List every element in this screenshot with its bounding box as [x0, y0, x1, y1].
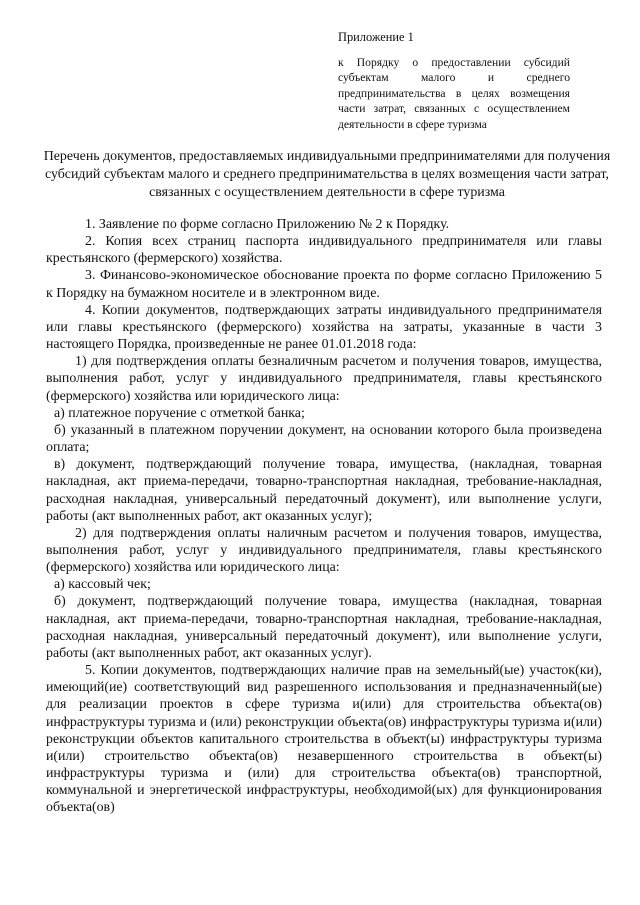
sub-item-4-2-a: а) кассовый чек; — [54, 577, 151, 593]
list-item-3: 3. Финансово-экономическое обоснование проекта по форме согласно Приложению 5 к Порядку на бумажном носителе и в электронном виде. — [46, 268, 602, 301]
document-body — [46, 216, 602, 816]
appendix-title: Приложение 1 — [338, 30, 414, 44]
appendix-note: к Порядку о предоставлении субсидий субъектам малого и среднего предпринимательства в целях возмещения части затрат, связанных с осуществлением деятельности в сфере туризма — [338, 55, 570, 131]
document-heading: Перечень документов, предоставляемых индивидуальными предпринимателями для получения субсидий субъектам малого и среднего предпринимательства в целях возмещения части затрат, связанных с осуществлением деятельности в сфере туризма — [43, 149, 611, 200]
sub-item-4-1-a: а) платежное поручение с отметкой банка; — [54, 405, 305, 421]
sub-item-4-1: 1) для подтверждения оплаты безналичным расчетом и получения товаров, имущества, выполнения работ, услуг у индивидуального предпринимателя, главы крестьянского (фермерского) хозяйства или юридического лица: — [46, 354, 602, 404]
list-item-4: 4. Копии документов, подтверждающих затраты индивидуального предпринимателя или главы крестьянского (фермерского) хозяйства на затраты, указанные в части 3 настоящего Порядка, произведенные не ранее 01.01.2018 года: — [46, 302, 602, 353]
appendix-block — [338, 30, 570, 133]
sub-item-4-1-b: б) указанный в платежном поручении документ, на основании которого была произведена оплата; — [46, 422, 602, 456]
sub-item-4-2: 2) для подтверждения оплаты наличным расчетом и получения товаров, имущества, выполнения работ, услуг у индивидуального предпринимателя, главы крестьянского (фермерского) хозяйства или юридического лица: — [46, 525, 602, 576]
sub-item-4-1-c: в) документ, подтверждающий получение товара, имущества, (накладная, товарная накладная, акт приема-передачи, товарно-транспортная накладная, требование-накладная, расходная накладная, универсальный передаточный документ), или выполнение услуги, работы (акт выполненных работ, акт оказанных услуг); — [46, 457, 602, 524]
sub-item-4-2-b: б) документ, подтверждающий получение товара, имущества (накладная, товарная накладная, акт приема-передачи, товарно-транспортная накладная, требование-накладная, расходная накладная, универсальный передаточный документ), или выполнение услуги, работы (акт выполненных работ, акт оказанных услуг). — [46, 594, 602, 661]
list-item-5: 5. Копии документов, подтверждающих наличие прав на земельный(ые) участок(ки), имеющий(ие) соответствующий вид разрешенного использования и предназначенный(ые) для реализации проектов в сфере туризма и(или) для строительства объекта(ов) инфраструктуры туризма и (или) реконструкции объекта(ов) инфраструктуры туризма и(или) реконструкции объектов капитального строительства в объект(ы) инфраструктуры туризма и(или) строительство объекта(ов) незавершенного строительства в объект(ы) инфраструктуры туризма и (или) для строительства объекта(ов) транспортной, коммунальной и энергетической инфраструктуры, необходимой(ых) для функционирования объекта(ов) — [46, 663, 602, 816]
list-item-2: 2. Копия всех страниц паспорта индивидуального предпринимателя или главы крестьянского (фермерского) хозяйства. — [46, 234, 602, 267]
list-item-1: 1. Заявление по форме согласно Приложению № 2 к Порядку. — [85, 217, 450, 232]
